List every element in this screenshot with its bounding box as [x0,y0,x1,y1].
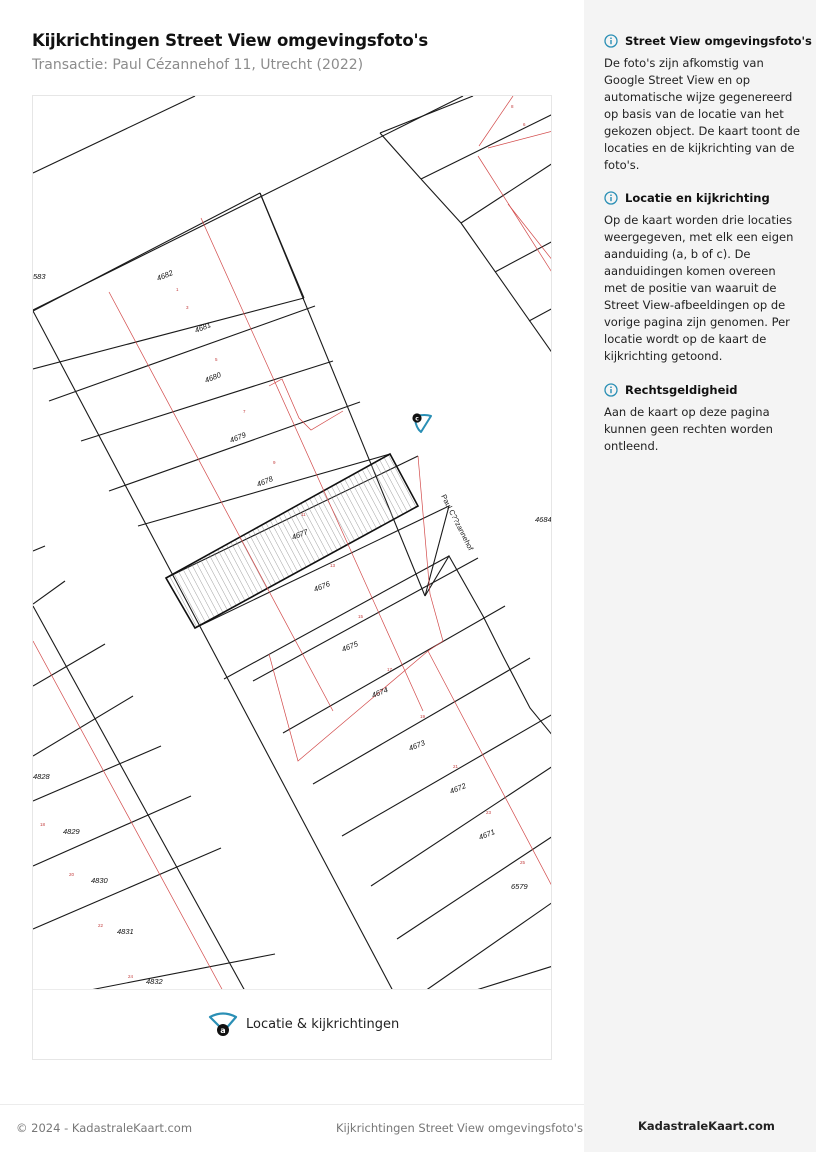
page-title: Kijkrichtingen Street View omgevingsfoto's [32,31,428,50]
parcel-number: 4832 [146,977,163,986]
street-label: Paul C??zannehof [439,492,476,552]
section-title: Rechtsgeldigheid [625,383,738,397]
brand-logo[interactable]: KadastraleKaart.com [638,1119,775,1133]
house-number: 5 [215,357,218,362]
house-number: 3 [186,305,189,310]
parcel-number: 4674 [370,685,390,700]
parcel-number: 4678 [255,474,275,489]
parcel-number: 6579 [511,882,528,891]
info-icon [604,383,618,397]
house-number: 17 [387,667,393,672]
house-number: 1 [176,287,179,292]
house-number: 22 [98,923,104,928]
section-title: Locatie en kijkrichting [625,191,770,205]
map-canvas [33,96,552,991]
section-body: Aan de kaart op deze pagina kunnen geen rechten worden ontleend. [604,405,773,453]
house-number: 19 [420,714,426,719]
legend-label: Locatie & kijkrichtingen [246,1017,400,1032]
house-number: 21 [453,764,459,769]
house-number: 6 [523,122,526,127]
cadastral-map[interactable] [32,95,552,1060]
section-body: Op de kaart worden drie locaties weergegeven, met elk een eigen aanduiding (a, b of c). De aanduidingen komen overeen met de positie van waaruit de Street View-afbeeldingen op de vorige pagina zijn genomen. Per locatie wordt op de kaart de kijkrichting getoond. [604,213,794,363]
page-subtitle: Transactie: Paul Cézannehof 11, Utrecht (2022) [32,57,364,73]
parcel-number: 4675 [340,639,360,654]
parcel-row-central [33,193,552,991]
section-location [604,190,800,365]
parcel-number: 4679 [228,430,248,445]
highlighted-parcel [166,454,418,628]
house-number: 24 [128,974,134,979]
section-street-view [604,33,812,174]
camera-marker-letter: c [415,415,419,423]
house-number: 9 [273,460,276,465]
parcel-number: 4677 [290,527,310,542]
info-icon [604,34,618,48]
footer-copyright: © 2024 - KadastraleKaart.com [16,1121,193,1135]
parcel-number: 4673 [407,738,427,753]
camera-view-icon [208,1011,240,1037]
parcel-number: 4831 [117,927,134,936]
map-legend [33,989,551,1059]
footer-doc-title: Kijkrichtingen Street View omgevingsfoto's [336,1121,583,1135]
road-lines [33,96,552,354]
info-icon [604,191,618,205]
house-number: 13 [330,563,336,568]
house-number: 15 [358,614,364,619]
section-body: De foto's zijn afkomstig van Google Street View en op automatische wijze gegenereerd op basis van de locatie van het gekozen object. De kaart toont de locaties en de kijkrichting van de foto's. [604,56,800,172]
house-number: 7 [243,409,246,414]
parcel-number: 4671 [477,827,497,842]
parcel-number: 4684 [535,515,552,524]
camera-marker-c[interactable] [412,413,431,432]
parcel-number: 4676 [312,579,332,594]
parcel-number: 4830 [91,876,108,885]
house-number: 25 [520,860,526,865]
parcel-number: 4828 [33,772,50,781]
footer [0,1104,584,1152]
parcel-number: 4682 [155,268,175,283]
parcel-number: 4681 [193,320,213,335]
parcel-row-left [33,546,275,991]
house-number: 20 [69,872,75,877]
house-number: 8 [511,104,514,109]
house-number: 11 [301,512,306,517]
parcel-number: 4829 [63,827,80,836]
parcel-number: 583 [33,272,46,281]
house-number: 18 [40,822,46,827]
sidebar [584,0,816,1152]
house-number: 23 [486,810,492,815]
legend-marker-letter: a [220,1026,226,1035]
parcel-number: 4672 [448,781,468,796]
parcel-number: 4680 [203,370,223,385]
section-title: Street View omgevingsfoto's [625,34,812,48]
section-legal [604,382,800,455]
